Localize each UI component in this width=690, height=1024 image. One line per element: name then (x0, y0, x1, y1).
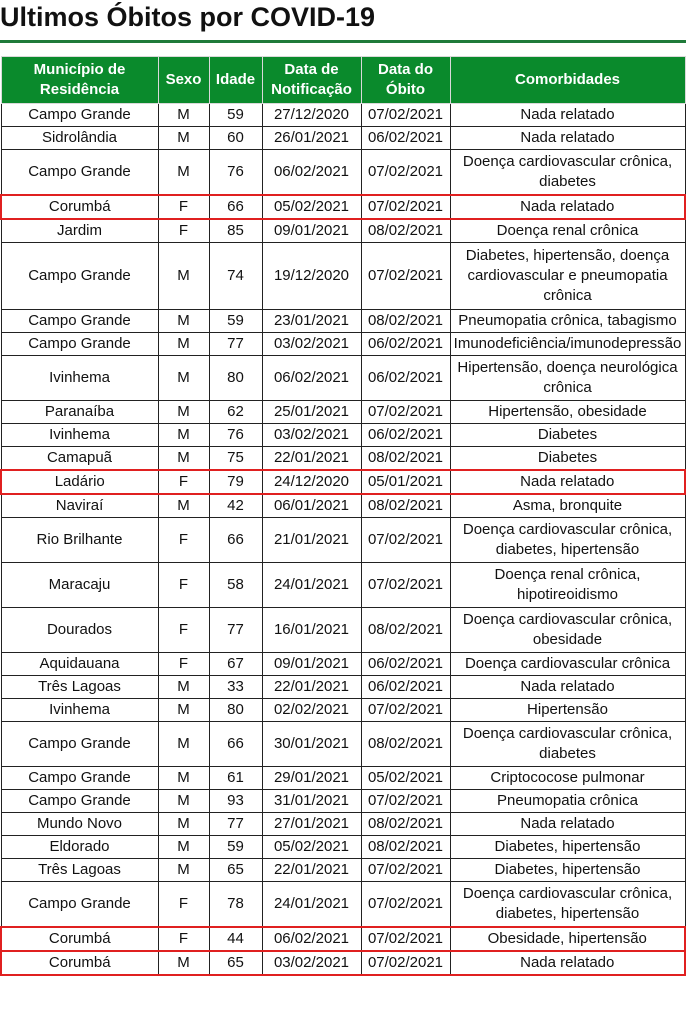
cell-obito: 06/02/2021 (361, 127, 450, 150)
cell-sexo: M (158, 836, 209, 859)
cell-notificacao: 02/02/2021 (262, 699, 361, 722)
cell-sexo: M (158, 699, 209, 722)
cell-idade: 66 (209, 195, 262, 219)
cell-idade: 66 (209, 518, 262, 563)
cell-comorbidades: Obesidade, hipertensão (450, 927, 685, 951)
cell-idade: 58 (209, 563, 262, 608)
cell-comorbidades: Doença renal crônica, hipotireoidismo (450, 563, 685, 608)
table-row (1, 927, 685, 951)
cell-notificacao: 24/01/2021 (262, 563, 361, 608)
table-row (1, 790, 685, 813)
title-divider (0, 40, 686, 43)
cell-comorbidades: Nada relatado (450, 104, 685, 127)
cell-idade: 77 (209, 333, 262, 356)
table-row (1, 653, 685, 676)
cell-notificacao: 06/01/2021 (262, 494, 361, 518)
cell-idade: 59 (209, 104, 262, 127)
table-row (1, 401, 685, 424)
table-row (1, 699, 685, 722)
cell-idade: 65 (209, 951, 262, 975)
cell-obito: 07/02/2021 (361, 518, 450, 563)
cell-obito: 07/02/2021 (361, 699, 450, 722)
cell-notificacao: 27/01/2021 (262, 813, 361, 836)
cell-municipio: Corumbá (1, 195, 158, 219)
cell-municipio: Corumbá (1, 927, 158, 951)
table-row (1, 813, 685, 836)
cell-idade: 77 (209, 813, 262, 836)
header-sexo: Sexo (158, 57, 209, 104)
cell-municipio: Três Lagoas (1, 676, 158, 699)
cell-municipio: Campo Grande (1, 882, 158, 928)
cell-sexo: M (158, 401, 209, 424)
cell-notificacao: 09/01/2021 (262, 653, 361, 676)
cell-notificacao: 03/02/2021 (262, 424, 361, 447)
header-obito: Data do Óbito (361, 57, 450, 104)
cell-comorbidades: Nada relatado (450, 127, 685, 150)
cell-notificacao: 06/02/2021 (262, 927, 361, 951)
cell-obito: 08/02/2021 (361, 836, 450, 859)
cell-sexo: M (158, 813, 209, 836)
cell-municipio: Mundo Novo (1, 813, 158, 836)
cell-obito: 05/02/2021 (361, 767, 450, 790)
cell-obito: 07/02/2021 (361, 150, 450, 196)
cell-obito: 07/02/2021 (361, 882, 450, 928)
table-row (1, 882, 685, 928)
cell-obito: 06/02/2021 (361, 333, 450, 356)
header-notificacao: Data de Notificação (262, 57, 361, 104)
cell-sexo: M (158, 310, 209, 333)
cell-municipio: Rio Brilhante (1, 518, 158, 563)
cell-municipio: Campo Grande (1, 310, 158, 333)
cell-obito: 08/02/2021 (361, 310, 450, 333)
cell-municipio: Campo Grande (1, 150, 158, 196)
cell-notificacao: 29/01/2021 (262, 767, 361, 790)
cell-notificacao: 22/01/2021 (262, 859, 361, 882)
cell-comorbidades: Diabetes (450, 447, 685, 471)
cell-idade: 80 (209, 699, 262, 722)
cell-notificacao: 06/02/2021 (262, 356, 361, 401)
cell-municipio: Dourados (1, 608, 158, 653)
cell-idade: 93 (209, 790, 262, 813)
cell-idade: 59 (209, 310, 262, 333)
cell-obito: 07/02/2021 (361, 401, 450, 424)
cell-obito: 07/02/2021 (361, 104, 450, 127)
cell-municipio: Campo Grande (1, 722, 158, 767)
table-row (1, 356, 685, 401)
cell-obito: 08/02/2021 (361, 722, 450, 767)
cell-obito: 07/02/2021 (361, 927, 450, 951)
cell-sexo: M (158, 150, 209, 196)
table-row (1, 150, 685, 196)
cell-notificacao: 16/01/2021 (262, 608, 361, 653)
cell-notificacao: 05/02/2021 (262, 836, 361, 859)
cell-sexo: M (158, 859, 209, 882)
cell-sexo: F (158, 563, 209, 608)
cell-municipio: Eldorado (1, 836, 158, 859)
cell-municipio: Camapuã (1, 447, 158, 471)
cell-comorbidades: Criptococose pulmonar (450, 767, 685, 790)
cell-idade: 85 (209, 219, 262, 243)
cell-municipio: Ivinhema (1, 356, 158, 401)
cell-comorbidades: Doença cardiovascular crônica, diabetes (450, 722, 685, 767)
cell-municipio: Naviraí (1, 494, 158, 518)
table-row (1, 310, 685, 333)
table-row (1, 608, 685, 653)
header-comorbidades: Comorbidades (450, 57, 685, 104)
cell-comorbidades: Diabetes, hipertensão, doença cardiovascular e pneumopatia crônica (450, 243, 685, 310)
cell-comorbidades: Hipertensão, obesidade (450, 401, 685, 424)
cell-municipio: Jardim (1, 219, 158, 243)
cell-municipio: Paranaíba (1, 401, 158, 424)
cell-idade: 67 (209, 653, 262, 676)
cell-obito: 06/02/2021 (361, 653, 450, 676)
cell-municipio: Campo Grande (1, 333, 158, 356)
cell-idade: 74 (209, 243, 262, 310)
table-row (1, 333, 685, 356)
cell-municipio: Corumbá (1, 951, 158, 975)
cell-notificacao: 03/02/2021 (262, 333, 361, 356)
cell-municipio: Ivinhema (1, 699, 158, 722)
cell-obito: 07/02/2021 (361, 243, 450, 310)
cell-notificacao: 30/01/2021 (262, 722, 361, 767)
cell-comorbidades: Doença cardiovascular crônica (450, 653, 685, 676)
cell-notificacao: 22/01/2021 (262, 676, 361, 699)
cell-idade: 76 (209, 150, 262, 196)
cell-comorbidades: Doença cardiovascular crônica, diabetes (450, 150, 685, 196)
cell-sexo: M (158, 722, 209, 767)
cell-comorbidades: Diabetes (450, 424, 685, 447)
cell-sexo: M (158, 356, 209, 401)
table-row (1, 447, 685, 471)
cell-comorbidades: Hipertensão (450, 699, 685, 722)
cell-comorbidades: Nada relatado (450, 470, 685, 494)
cell-municipio: Campo Grande (1, 790, 158, 813)
cell-obito: 06/02/2021 (361, 676, 450, 699)
cell-obito: 08/02/2021 (361, 494, 450, 518)
cell-idade: 59 (209, 836, 262, 859)
cell-sexo: F (158, 470, 209, 494)
cell-notificacao: 25/01/2021 (262, 401, 361, 424)
cell-comorbidades: Pneumopatia crônica, tabagismo (450, 310, 685, 333)
table-row (1, 951, 685, 975)
cell-sexo: F (158, 653, 209, 676)
cell-sexo: F (158, 219, 209, 243)
cell-municipio: Ivinhema (1, 424, 158, 447)
cell-sexo: F (158, 927, 209, 951)
cell-municipio: Campo Grande (1, 767, 158, 790)
cell-sexo: F (158, 195, 209, 219)
table-row (1, 563, 685, 608)
cell-notificacao: 26/01/2021 (262, 127, 361, 150)
deaths-table (0, 56, 686, 976)
cell-idade: 61 (209, 767, 262, 790)
table-row (1, 518, 685, 563)
cell-idade: 60 (209, 127, 262, 150)
cell-notificacao: 05/02/2021 (262, 195, 361, 219)
cell-obito: 07/02/2021 (361, 859, 450, 882)
table-row (1, 424, 685, 447)
cell-obito: 07/02/2021 (361, 195, 450, 219)
cell-obito: 08/02/2021 (361, 608, 450, 653)
cell-sexo: M (158, 676, 209, 699)
table-row (1, 195, 685, 219)
cell-obito: 06/02/2021 (361, 424, 450, 447)
cell-municipio: Campo Grande (1, 243, 158, 310)
table-header-row (1, 57, 685, 104)
table-row (1, 836, 685, 859)
table-row (1, 722, 685, 767)
cell-sexo: M (158, 127, 209, 150)
cell-comorbidades: Imunodeficiência/imunodepressão (450, 333, 685, 356)
cell-sexo: M (158, 494, 209, 518)
cell-idade: 44 (209, 927, 262, 951)
cell-municipio: Sidrolândia (1, 127, 158, 150)
cell-sexo: M (158, 790, 209, 813)
cell-municipio: Campo Grande (1, 104, 158, 127)
cell-sexo: M (158, 424, 209, 447)
header-municipio: Município de Residência (1, 57, 158, 104)
cell-sexo: F (158, 882, 209, 928)
cell-municipio: Maracaju (1, 563, 158, 608)
table-row (1, 104, 685, 127)
cell-idade: 62 (209, 401, 262, 424)
cell-comorbidades: Nada relatado (450, 951, 685, 975)
cell-notificacao: 27/12/2020 (262, 104, 361, 127)
cell-comorbidades: Doença cardiovascular crônica, obesidade (450, 608, 685, 653)
cell-sexo: F (158, 518, 209, 563)
table-row (1, 243, 685, 310)
table-row (1, 767, 685, 790)
cell-notificacao: 24/01/2021 (262, 882, 361, 928)
table-row (1, 859, 685, 882)
cell-comorbidades: Doença cardiovascular crônica, diabetes, hipertensão (450, 518, 685, 563)
table-body (1, 104, 685, 976)
cell-idade: 76 (209, 424, 262, 447)
cell-comorbidades: Asma, bronquite (450, 494, 685, 518)
cell-idade: 79 (209, 470, 262, 494)
cell-obito: 06/02/2021 (361, 356, 450, 401)
cell-comorbidades: Nada relatado (450, 676, 685, 699)
cell-comorbidades: Doença cardiovascular crônica, diabetes, hipertensão (450, 882, 685, 928)
cell-obito: 08/02/2021 (361, 447, 450, 471)
cell-sexo: M (158, 333, 209, 356)
cell-obito: 08/02/2021 (361, 219, 450, 243)
cell-comorbidades: Diabetes, hipertensão (450, 859, 685, 882)
cell-comorbidades: Nada relatado (450, 813, 685, 836)
table-row (1, 127, 685, 150)
table-row (1, 219, 685, 243)
cell-sexo: M (158, 447, 209, 471)
cell-obito: 05/01/2021 (361, 470, 450, 494)
cell-sexo: M (158, 104, 209, 127)
cell-sexo: M (158, 767, 209, 790)
cell-obito: 07/02/2021 (361, 790, 450, 813)
table-row (1, 470, 685, 494)
cell-municipio: Três Lagoas (1, 859, 158, 882)
cell-municipio: Ladário (1, 470, 158, 494)
cell-comorbidades: Pneumopatia crônica (450, 790, 685, 813)
cell-notificacao: 23/01/2021 (262, 310, 361, 333)
cell-municipio: Aquidauana (1, 653, 158, 676)
cell-sexo: M (158, 951, 209, 975)
cell-idade: 42 (209, 494, 262, 518)
cell-comorbidades: Hipertensão, doença neurológica crônica (450, 356, 685, 401)
cell-idade: 80 (209, 356, 262, 401)
cell-obito: 07/02/2021 (361, 951, 450, 975)
cell-notificacao: 24/12/2020 (262, 470, 361, 494)
cell-notificacao: 06/02/2021 (262, 150, 361, 196)
page-title: Ultimos Óbitos por COVID-19 (0, 2, 376, 32)
cell-notificacao: 03/02/2021 (262, 951, 361, 975)
cell-notificacao: 22/01/2021 (262, 447, 361, 471)
cell-comorbidades: Diabetes, hipertensão (450, 836, 685, 859)
cell-notificacao: 19/12/2020 (262, 243, 361, 310)
header-idade: Idade (209, 57, 262, 104)
cell-obito: 08/02/2021 (361, 813, 450, 836)
cell-comorbidades: Nada relatado (450, 195, 685, 219)
cell-idade: 75 (209, 447, 262, 471)
table-row (1, 494, 685, 518)
cell-notificacao: 09/01/2021 (262, 219, 361, 243)
cell-idade: 78 (209, 882, 262, 928)
cell-sexo: F (158, 608, 209, 653)
cell-obito: 07/02/2021 (361, 563, 450, 608)
cell-idade: 77 (209, 608, 262, 653)
cell-sexo: M (158, 243, 209, 310)
table-row (1, 676, 685, 699)
cell-idade: 65 (209, 859, 262, 882)
cell-notificacao: 31/01/2021 (262, 790, 361, 813)
cell-idade: 66 (209, 722, 262, 767)
cell-idade: 33 (209, 676, 262, 699)
cell-notificacao: 21/01/2021 (262, 518, 361, 563)
cell-comorbidades: Doença renal crônica (450, 219, 685, 243)
